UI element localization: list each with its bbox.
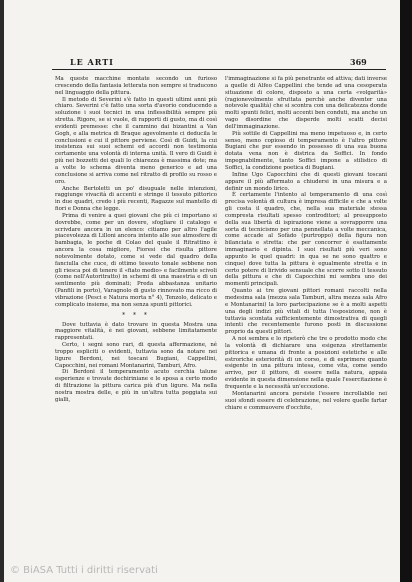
section-break: * * *	[122, 311, 150, 319]
page-edge-shadow	[0, 0, 4, 582]
paragraph: A noi sembra e lo ripeterò che tre o prodotto modo che la volontà di dichiarare una esigenza strettamente pittorica e umana di fronte a posizioni estetiche e alle estroriche esteriorità di un corso, e di esprimere quanto esigente in una pittura intesa, come vita, come sendo arrivo, per il pittore, di essere nella natura, appaia evidente in questa dimensione nella quale l'esercitazione è frequente e la necessità un'eccezione.	[225, 336, 387, 390]
paragraph: Montanarini ancora persiste l'essere incrollabile nei suoi sfondi essere di celebrazione, nel volere quelle fartar chiare e commuovere d'occhite,	[225, 390, 387, 411]
scan-border	[400, 0, 412, 582]
paragraph: Dove tuttavia è dato trovare in questa Mostra una maggiore vitalità, è nei giovani, sebbene limitatamente rappresentati.	[55, 321, 217, 342]
paragraph: Più sottile di Cappellini ma meno impetuoso e, in certo senso, meno copioso di temperamento è l'altro pittore Bugiani che pur essendo in possesso di una sua buona dotata vena non è districa da Soffici. In fondo impegnabilmente, tanto Soffici impone a stilistico di Soffici, la condizione poetica di Bugiani.	[225, 130, 387, 171]
paragraph: Il metodo di Severini s'è fatto in questi ultimi anni più chiaro. Severini c'è fatto una sorta d'avorio conducendo a soluzione i suoi tecnici in una inflessibilità sempre più stretta. Rigore, se si vuole, di rapporti di gusto, ma di così evidenti premesse: che il cammino dai bizantini a Van Gogh, e alla metrica di Braque agevolmente ci deducila le conclusioni e cui il pittore perviene. Così di Guidi, la cui insistenza sui suoi schemi ed accordi non testimonia certamente una volontà di interna unità. Il vero di Guidi è più nei bozzetti dei quali lo chiarezza è massima dote; ma a volte lo schema diventa meno generico e ad una conclusione si arriva come nel ritratto di profilo su rosso e oro.	[55, 96, 217, 185]
paragraph: l'immaginazione si fa più penetrante ed attiva; dati inverse a quelle di Alfeo Cappellini che tende ad una cesoperata situazione di colore, disposto a una certa «volgarità» (ragionevolmente sfruttata perchè anche diventer una notevole qualità) che si scontra con una delicatezza donde molti spunti felici, molti accenti ben conduti, ma anche un vago disordine che disperde molti scatti decisi dell'immaginazione.	[225, 76, 387, 130]
running-head-title: LE ARTI	[70, 57, 114, 67]
paragraph: Ma queste macchine montate secondo un furioso crescendo della fantasia letterata non sempre si traducono nel linguaggio della pittura.	[55, 76, 217, 96]
paragraph: Certo, i segni sono rari, di questa affermazione, né troppo espliciti o evidenti, tuttavia sono da notare nei ligure Berdoni, nei toscani Bugiani, Cappellini, Capocchini, nei romani Montanarini, Tamburi, Afro.	[55, 342, 217, 369]
text-column-right	[225, 76, 387, 411]
text-column-left	[55, 76, 217, 404]
copyright-watermark: © BiASA Tutti i diritti riservati	[10, 565, 158, 576]
paragraph: Anche Bertoletti un po' disuguale nelle intenzioni, raggiunge vivacità di accenti e stringe il tessuto pittorico in due quadri, credo i più recenti, Ragazze sul mantello di fiori e Donna che legge.	[55, 185, 217, 213]
paragraph: Quanto ai tre giovani pittori romani raccolti nella medesima sala (mezza sala Tamburi, altra mezza sala Afro e Montanarini) la loro partecipazione se è a molti aspetti una degli indizi più vitali di tutta l'esposizione, non è tuttavia scontata sufficientemente dimostrativa di quegli intenti che recentemente furono posti in discussione proprio da questi pittori.	[225, 288, 387, 336]
page-number: 369	[350, 57, 367, 67]
paragraph: Di Berdoni il temperamento acuto cerchia talune esperienze e trovate dechiriniane e le sposa a certo modo di filtrazione la pittura carica più d'un ligure. Ma nella nostra mostra delle, e più in un'altra tutta poggiata sui gialli,	[55, 369, 217, 403]
paragraph: Infine Ugo Capocchini che di questi giovani toscani appare il più affermato a chiudersi in una misura e a definir un mondo lirico.	[225, 171, 387, 192]
paragraph: Prima di venire a quei giovani che più ci importano si dovrebbe, come per un dovere, sfogliare il catalogo e scrivdare ancora in un elenco: citiamo per altro l'agile piacevolezza di Lilloni ancora intento alle sue atmosfere di bambagia, le poche di Colao del quale il Ritrattino è ancora la cosa migliore, Fioresi che risulta pittore notevolmente dotato, come si vede dal quadro della fanciulla che cuce, di ottimo tessuto tonale sebbene non gli riesca poi di tenere il «fiato medio» e facilmente scivoli (come nell'Autoritratto) in schemi di una maestria e di un sentimento più dominati; Preda abbastanza unitario (Panfili in porto), Varagnolo di gusto rinnovato ma ricco di vibrazione (Pesci e Natura morta n° 4), Tenzolo, delicato e complicato insieme, ma non senza spunti pittorici.	[55, 212, 217, 308]
paragraph: È certamente l'intento al temperamento di una così precisa volontà di cultura è impresa difficile e che a volte gli costa il quadro, che, nella sua materiale stessa compresta risultati spesso controditori; al presupposto della sua libertà di ispirazione viene a sovrapporre una sorta di tecnicismo per una pennellata a volte meccanica, come accade al Sofàdo (purtroppo) della figura non bilanciata e stretta: che per concorrer è esattamente immaginario e dipinta. I suoi risultati più veri sono appunto le quel quadri: in qua se ne sono quattro e cinque) dove tutta la pittura è egualmente stretta e in certo potere di lirivido sensuale che scorre sotto il tessuto della pittura e che di Capocchini mi sembra uno dei momenti principali.	[225, 192, 387, 288]
header-rule	[52, 69, 386, 70]
